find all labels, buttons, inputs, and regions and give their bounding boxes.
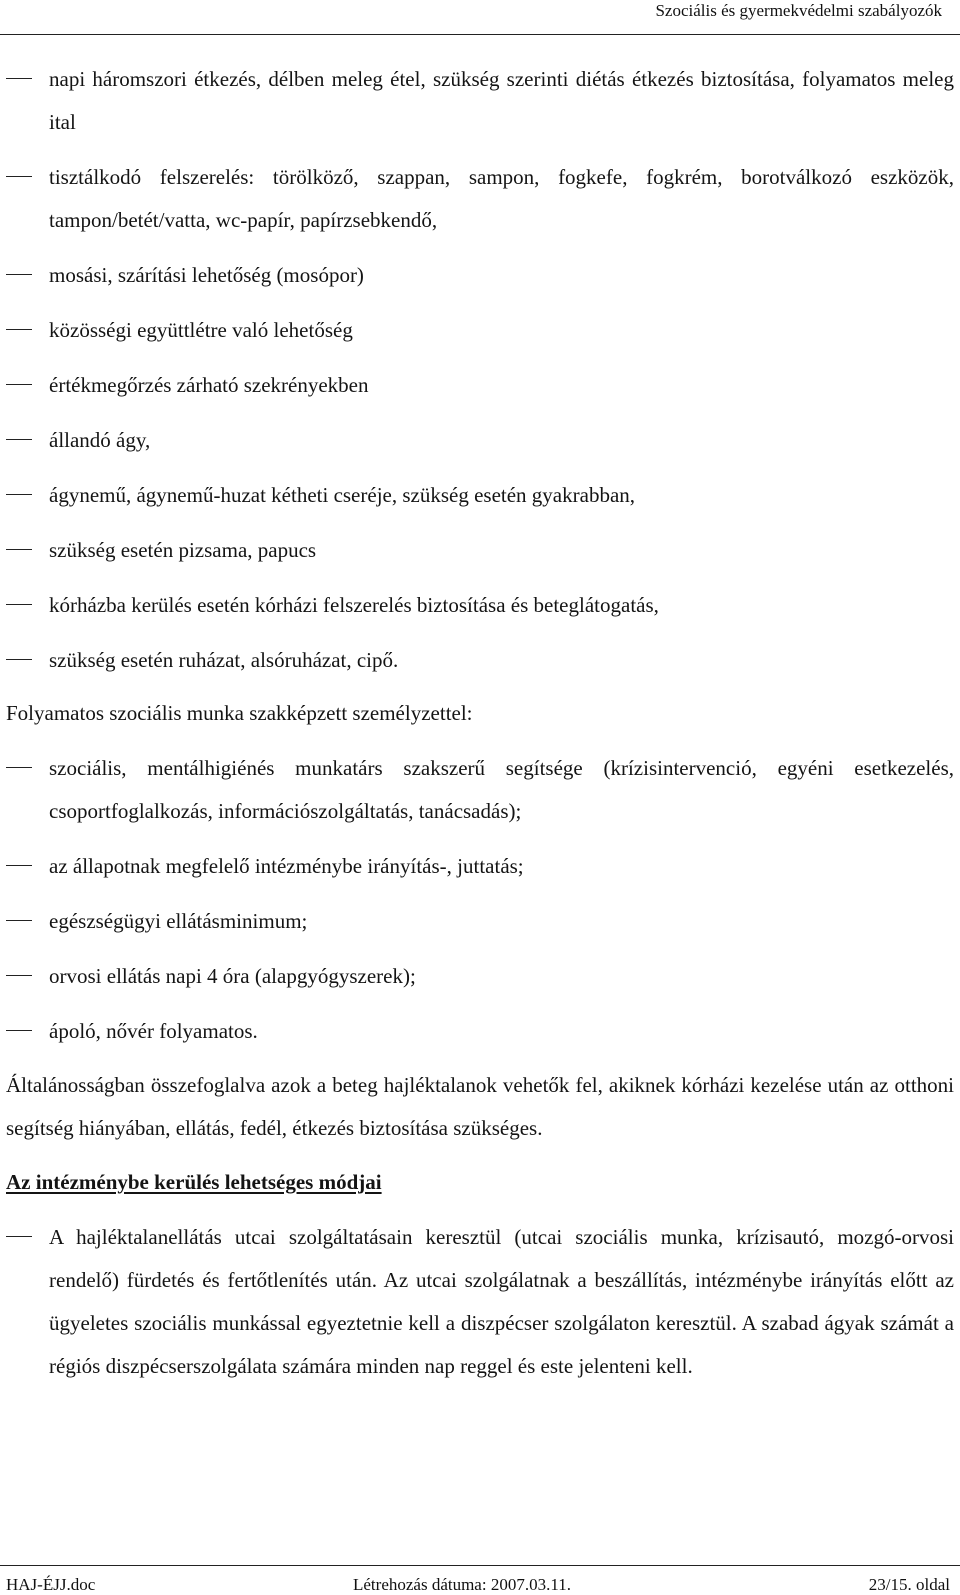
list-item bbox=[6, 156, 954, 242]
page-footer bbox=[0, 1565, 960, 1594]
list-item bbox=[6, 309, 954, 352]
page-header bbox=[0, 0, 960, 35]
list-item bbox=[6, 364, 954, 407]
social-work-list bbox=[6, 747, 954, 1053]
summary-paragraph: Általánosságban összefoglalva azok a beteg hajléktalanok vehetők fel, akiknek kórházi kezelése után az otthoni segítség hiányában, ellátás, fedél, étkezés biztosítása szükséges. bbox=[6, 1073, 954, 1140]
section-heading: Az intézménybe kerülés lehetséges módjai bbox=[6, 1170, 382, 1194]
dash-bullet-icon bbox=[6, 767, 32, 768]
list-item-text: ápoló, nővér folyamatos. bbox=[49, 1019, 258, 1043]
list-item bbox=[6, 1010, 954, 1053]
dash-bullet-icon bbox=[6, 384, 32, 385]
dash-bullet-icon bbox=[6, 865, 32, 866]
dash-bullet-icon bbox=[6, 176, 32, 177]
dash-bullet-icon bbox=[6, 439, 32, 440]
list-item-text: ágynemű, ágynemű-huzat kétheti cseréje, szükség esetén gyakrabban, bbox=[49, 483, 636, 507]
list-item-text: kórházba kerülés esetén kórházi felszerelés biztosítása és beteglátogatás, bbox=[49, 593, 659, 617]
dash-bullet-icon bbox=[6, 659, 32, 660]
dash-bullet-icon bbox=[6, 274, 32, 275]
list-item bbox=[6, 58, 954, 144]
list-item bbox=[6, 474, 954, 517]
list-item-text: tisztálkodó felszerelés: törölköző, szappan, sampon, fogkefe, fogkrém, borotválkozó eszközök, tampon/betét/vatta, wc-papír, papírzsebkendő, bbox=[49, 165, 954, 232]
header-title: Szociális és gyermekvédelmi szabályozók bbox=[655, 1, 942, 20]
list-item bbox=[6, 747, 954, 833]
list-item-text: szociális, mentálhigiénés munkatárs szakszerű segítsége (krízisintervenció, egyéni esetkezelés, csoportfoglalkozás, információszolgáltatás, tanácsadás); bbox=[49, 756, 954, 823]
services-list bbox=[6, 58, 954, 682]
footer-page-number: 23/15. oldal bbox=[868, 1575, 950, 1594]
list-item-text: közösségi együttlétre való lehetőség bbox=[49, 318, 353, 342]
list-item-text: orvosi ellátás napi 4 óra (alapgyógyszerek); bbox=[49, 964, 416, 988]
list-item bbox=[6, 529, 954, 572]
footer-created-date: Létrehozás dátuma: 2007.03.11. bbox=[353, 1575, 571, 1594]
dash-bullet-icon bbox=[6, 604, 32, 605]
dash-bullet-icon bbox=[6, 494, 32, 495]
list-item-text: az állapotnak megfelelő intézménybe irányítás-, juttatás; bbox=[49, 854, 524, 878]
list-item-text: állandó ágy, bbox=[49, 428, 151, 452]
dash-bullet-icon bbox=[6, 1236, 32, 1237]
list-item-text: napi háromszori étkezés, délben meleg étel, szükség szerinti diétás étkezés biztosítása, folyamatos meleg ital bbox=[49, 67, 954, 134]
list-item bbox=[6, 955, 954, 998]
page-content bbox=[6, 58, 954, 1388]
social-work-intro: Folyamatos szociális munka szakképzett személyzettel: bbox=[6, 701, 473, 725]
list-item bbox=[6, 584, 954, 627]
list-item bbox=[6, 419, 954, 462]
list-item-text: szükség esetén pizsama, papucs bbox=[49, 538, 317, 562]
dash-bullet-icon bbox=[6, 78, 32, 79]
list-item-text: mosási, szárítási lehetőség (mosópor) bbox=[49, 263, 364, 287]
dash-bullet-icon bbox=[6, 329, 32, 330]
footer-filename: HAJ-ÉJJ.doc bbox=[6, 1575, 96, 1594]
list-item bbox=[6, 254, 954, 297]
list-item-text: egészségügyi ellátásminimum; bbox=[49, 909, 308, 933]
list-item bbox=[6, 1216, 954, 1388]
list-item-text: szükség esetén ruházat, alsóruházat, cipő. bbox=[49, 648, 399, 672]
dash-bullet-icon bbox=[6, 975, 32, 976]
dash-bullet-icon bbox=[6, 549, 32, 550]
list-item bbox=[6, 900, 954, 943]
list-item-text: értékmegőrzés zárható szekrényekben bbox=[49, 373, 369, 397]
list-item bbox=[6, 639, 954, 682]
list-item bbox=[6, 845, 954, 888]
dash-bullet-icon bbox=[6, 920, 32, 921]
dash-bullet-icon bbox=[6, 1030, 32, 1031]
list-item-text: A hajléktalanellátás utcai szolgáltatásain keresztül (utcai szociális munka, krízisautó, mozgó-orvosi rendelő) fürdetés és fertőtlenítés után. Az utcai szolgálatnak a beszállítás, intézménybe irányítás előtt az ügyeletes szociális munkással egyeztetnie kell a diszpécser szolgálaton keresztül. A szabad ágyak számát a régiós diszpécserszolgálata számára minden nap reggel és este jelenteni kell. bbox=[49, 1225, 954, 1378]
admission-list bbox=[6, 1216, 954, 1388]
